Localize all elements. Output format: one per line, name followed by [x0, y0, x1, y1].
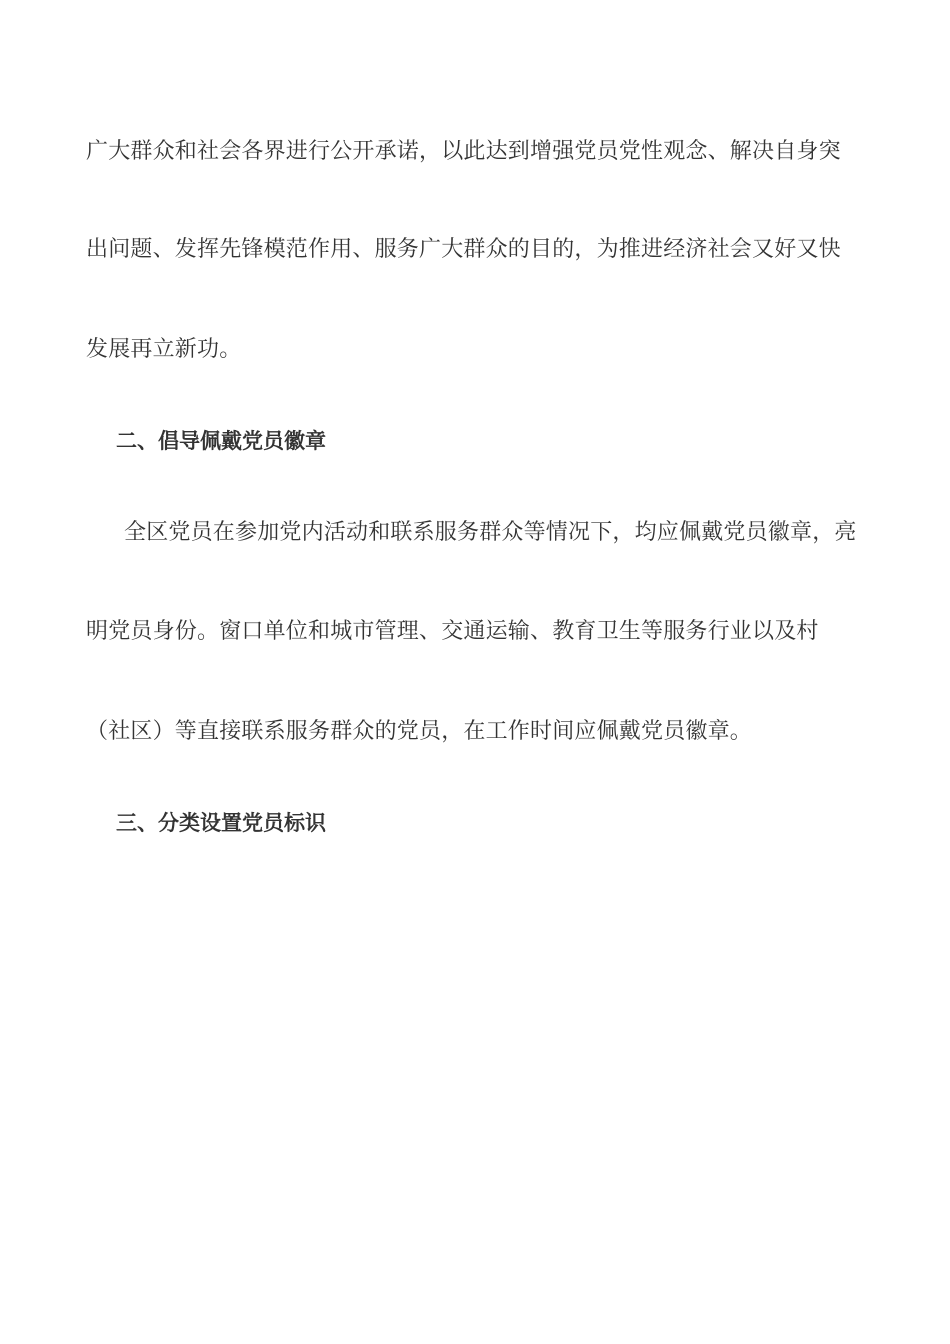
paragraph-line: （社区）等直接联系服务群众的党员，在工作时间应佩戴党员徽章。 [86, 719, 753, 744]
paragraph-line: 出问题、发挥先锋模范作用、服务广大群众的目的，为推进经济社会又好又快 [86, 237, 841, 262]
section-heading: 三、分类设置党员标识 [116, 811, 326, 835]
paragraph-line: 发展再立新功。 [86, 337, 242, 362]
paragraph-line: 全区党员在参加党内活动和联系服务群众等情况下，均应佩戴党员徽章，亮 [124, 520, 857, 545]
paragraph-line: 明党员身份。窗口单位和城市管理、交通运输、教育卫生等服务行业以及村 [86, 619, 819, 644]
section-heading: 二、倡导佩戴党员徽章 [116, 429, 326, 453]
paragraph-line: 广大群众和社会各界进行公开承诺，以此达到增强党员党性观念、解决自身突 [86, 139, 841, 164]
